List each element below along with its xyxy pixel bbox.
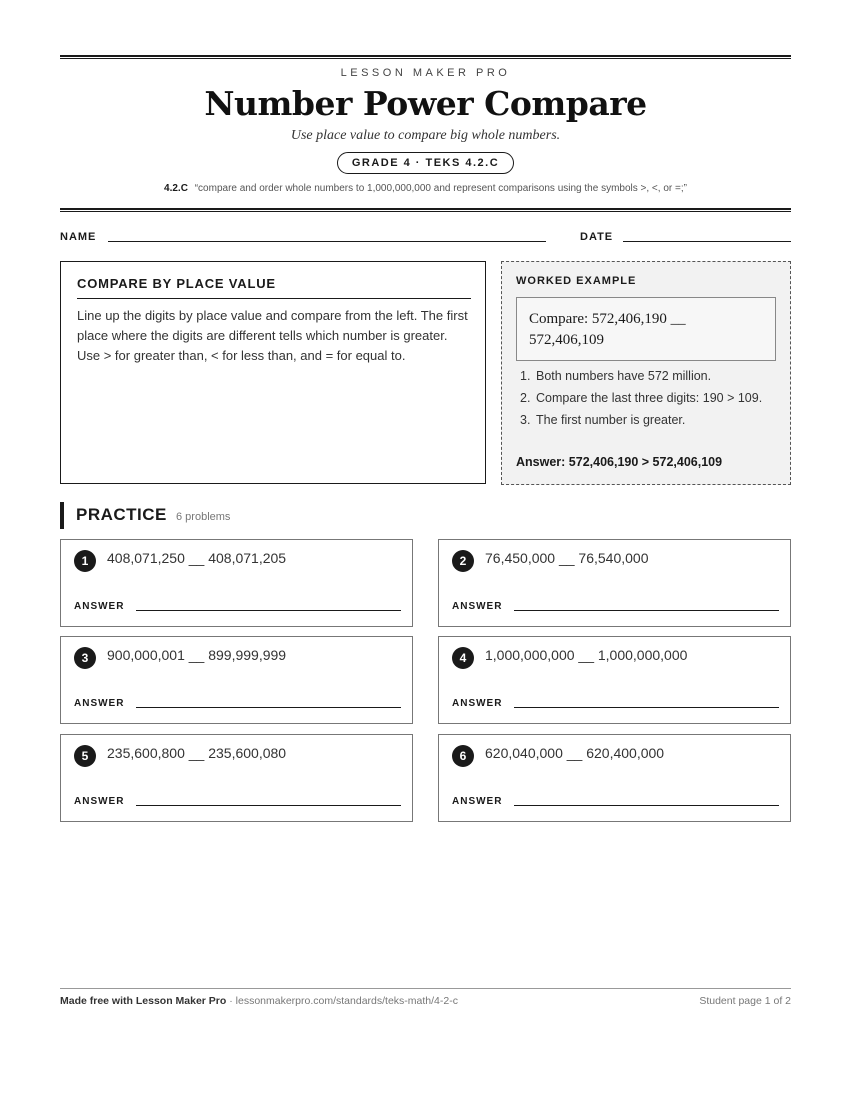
footer-brand: Made free with Lesson Maker Pro bbox=[60, 995, 227, 1007]
standard-statement bbox=[60, 183, 791, 194]
name-label: NAME bbox=[60, 231, 97, 243]
date-label: DATE bbox=[580, 231, 614, 243]
problem-number-badge: 5 bbox=[74, 745, 96, 767]
grade-badge: GRADE 4 · TEKS 4.2.C bbox=[337, 152, 514, 174]
problem-card bbox=[60, 636, 413, 724]
problem-number-badge: 6 bbox=[452, 745, 474, 767]
problem-expression: 408,071,250 __ 408,071,205 bbox=[107, 550, 287, 566]
example-answer: Answer: 572,406,190 > 572,406,109 bbox=[516, 455, 723, 469]
problem-number-badge: 3 bbox=[74, 647, 96, 669]
problem-expression: 620,040,000 __ 620,400,000 bbox=[485, 745, 665, 761]
problem-card bbox=[60, 734, 413, 822]
concept-heading: COMPARE BY PLACE VALUE bbox=[77, 276, 276, 291]
answer-field[interactable] bbox=[136, 805, 401, 806]
concept-divider bbox=[77, 298, 471, 299]
worked-example-box bbox=[501, 261, 791, 485]
footer-credit bbox=[60, 995, 458, 1007]
grade-pill-wrap bbox=[60, 152, 791, 174]
answer-label: ANSWER bbox=[74, 698, 125, 709]
concept-box bbox=[60, 261, 486, 484]
name-field[interactable] bbox=[108, 241, 546, 242]
practice-accent-bar bbox=[60, 502, 64, 529]
example-steps bbox=[516, 368, 778, 434]
problem-expression: 235,600,800 __ 235,600,080 bbox=[107, 745, 287, 761]
footer-url[interactable]: · lessonmakerpro.com/standards/teks-math/4-2-c bbox=[226, 995, 458, 1007]
problem-card bbox=[438, 636, 791, 724]
page-title: Number Power Compare bbox=[204, 84, 647, 123]
standard-code: 4.2.C bbox=[164, 183, 188, 194]
header-top-rule bbox=[60, 55, 791, 59]
answer-field[interactable] bbox=[136, 610, 401, 611]
brand-label: LESSON MAKER PRO bbox=[340, 67, 511, 79]
problem-card bbox=[438, 734, 791, 822]
example-step: 1. Both numbers have 572 million. bbox=[520, 369, 712, 383]
example-step: 2. Compare the last three digits: 190 > 109. bbox=[520, 391, 763, 405]
footer-rule bbox=[60, 988, 791, 989]
concept-body: Line up the digits by place value and compare from the left. The first place where the digits are different tells which number is greater. Use > for greater than, < for less than, and = for equal to. bbox=[77, 308, 468, 363]
practice-title: PRACTICE bbox=[76, 505, 167, 524]
problem-expression: 76,450,000 __ 76,540,000 bbox=[485, 550, 649, 566]
standard-text: “compare and order whole numbers to 1,000,000,000 and represent comparisons using the symbols >, <, or =;” bbox=[194, 183, 687, 194]
problem-card bbox=[60, 539, 413, 627]
answer-label: ANSWER bbox=[74, 796, 125, 807]
example-prompt: Compare: 572,406,190 __ 572,406,109 bbox=[516, 297, 776, 361]
footer-page-number: Student page 1 of 2 bbox=[699, 995, 791, 1007]
answer-field[interactable] bbox=[136, 707, 401, 708]
worksheet-page bbox=[60, 0, 791, 1100]
answer-label: ANSWER bbox=[452, 698, 503, 709]
problem-expression: 900,000,001 __ 899,999,999 bbox=[107, 647, 287, 663]
answer-field[interactable] bbox=[514, 805, 779, 806]
answer-label: ANSWER bbox=[452, 601, 503, 612]
answer-field[interactable] bbox=[514, 707, 779, 708]
example-step: 3. The first number is greater. bbox=[520, 413, 686, 427]
header-bottom-rule bbox=[60, 208, 791, 212]
problem-card bbox=[438, 539, 791, 627]
answer-label: ANSWER bbox=[74, 601, 125, 612]
problem-number-badge: 4 bbox=[452, 647, 474, 669]
answer-field[interactable] bbox=[514, 610, 779, 611]
answer-label: ANSWER bbox=[452, 796, 503, 807]
worked-example-heading: WORKED EXAMPLE bbox=[516, 275, 637, 287]
date-field[interactable] bbox=[623, 241, 791, 242]
problem-number-badge: 2 bbox=[452, 550, 474, 572]
practice-count: 6 problems bbox=[176, 511, 231, 523]
page-subtitle: Use place value to compare big whole numbers. bbox=[290, 128, 561, 143]
problem-expression: 1,000,000,000 __ 1,000,000,000 bbox=[485, 647, 688, 663]
problem-number-badge: 1 bbox=[74, 550, 96, 572]
